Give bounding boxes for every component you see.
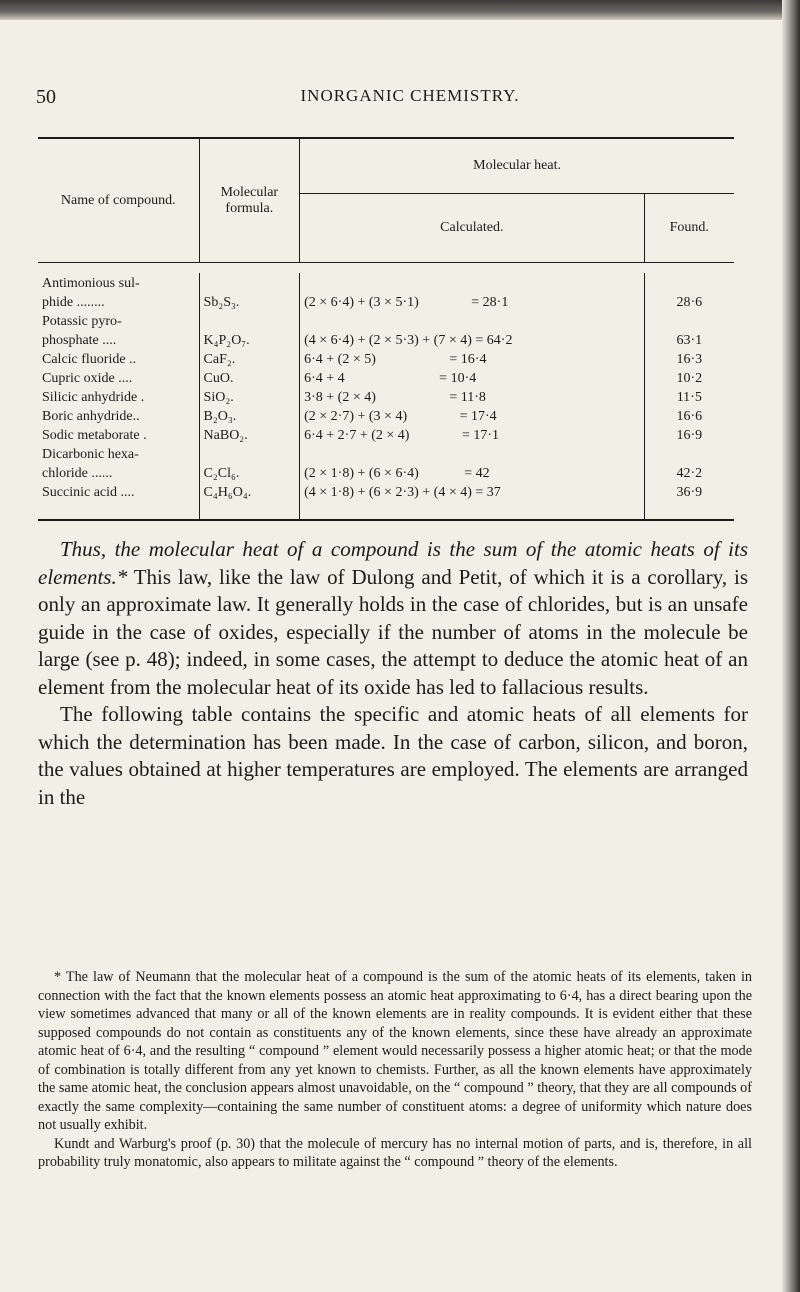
cell-formula: K₄P₂O₇. <box>199 330 300 349</box>
table-row <box>38 273 734 292</box>
cell-name: Boric anhydride.. <box>42 409 140 424</box>
cell-name: phide ........ <box>42 295 105 310</box>
law-statement: Thus, the molecular heat of a compound is the sum of the atomic heats of its elements.* This law, like the law of Dulong and Petit, of which it is a corollary, is only an approximate law. It generally holds in the case of chlorides, but is an unsafe guide in the case of oxides, especially if the number of atoms in the molecule be large (see p. 48); indeed, in some cases, the attempt to deduce the atomic heat of an element from the molecular heat of its oxide has led to fallacious results. <box>38 537 748 699</box>
cell-name: chloride ...... <box>42 466 113 481</box>
scan-right-edge <box>782 0 800 1292</box>
cell-formula: C₂Cl₆. <box>199 463 300 482</box>
table-row <box>38 463 734 482</box>
cell-formula <box>199 444 300 463</box>
table-row <box>38 387 734 406</box>
cell-name: Antimonious sul- <box>42 276 140 291</box>
scan-top-edge <box>0 0 800 20</box>
cell-found: 36·9 <box>644 482 734 501</box>
cell-formula: C₄H₆O₄. <box>199 482 300 501</box>
cell-found: 42·2 <box>644 463 734 482</box>
cell-found <box>644 444 734 463</box>
table-body <box>38 263 734 521</box>
cell-name: Succinic acid .... <box>42 485 135 500</box>
header-formula: Molecular formula. <box>199 138 300 263</box>
cell-found: 28·6 <box>644 292 734 311</box>
cell-formula: Sb₂S₃. <box>199 292 300 311</box>
header-molecular-heat: Molecular heat. <box>300 138 734 194</box>
cell-found: 11·5 <box>644 387 734 406</box>
table-row <box>38 406 734 425</box>
table-row <box>38 311 734 330</box>
italic-law-statement: Thus, the molecular heat of a compound is the sum of the atomic heats of its elements.* <box>38 537 748 589</box>
cell-found <box>644 273 734 292</box>
cell-calculated: (4 × 1·8) + (6 × 2·3) + (4 × 4) = 37 <box>300 482 644 501</box>
cell-formula: CuO. <box>199 368 300 387</box>
footnote-kundt-warburg: Kundt and Warburg's proof (p. 30) that the molecule of mercury has no internal motion of parts, and is, therefore, in all probability truly monatomic, also appears to militate against the “ compound ” theory of the elements. <box>38 1135 752 1170</box>
cell-formula: SiO₂. <box>199 387 300 406</box>
cell-calculated: 6·4 + (2 × 5) = 16·4 <box>300 349 644 368</box>
cell-name: Potassic pyro- <box>42 314 122 329</box>
cell-name: Calcic fluoride .. <box>42 352 137 367</box>
paragraph-molecular-heat-law <box>38 536 748 701</box>
table-row <box>38 444 734 463</box>
cell-name: Cupric oxide .... <box>42 371 133 386</box>
header-calculated: Calculated. <box>300 194 644 263</box>
cell-calculated: (2 × 1·8) + (6 × 6·4) = 42 <box>300 463 644 482</box>
cell-calculated <box>300 444 644 463</box>
cell-formula: CaF₂. <box>199 349 300 368</box>
header-name: Name of compound. <box>38 138 199 263</box>
footnote-neumann: * The law of Neumann that the molecular heat of a compound is the sum of the atomic heats of its elements, taken in connection with the fact that the known elements possess an atomic heat approximating to 6·4, has a direct bearing upon the view sometimes advanced that many or all of the known elements are in reality compounds. It is evident either that these supposed compounds do not contain as constituents any of the known elements, since these have already an approximate atomic heat of 6·4, and the resulting “ compound ” element would necessarily possess a higher atomic heat; or that the mode of combination is totally different from any yet known to chemists. Further, as all the known elements have approximately the same atomic heat, the conclusion appears almost unavoidable, on the “ compound ” theory, that they are all compounds of exactly the same complexity—containing the same number of constituent atoms: a degree of uniformity which nature does not usually exhibit. <box>38 969 752 1133</box>
body-text <box>38 536 748 811</box>
cell-found: 16·9 <box>644 425 734 444</box>
cell-calculated <box>300 311 644 330</box>
page-number: 50 <box>36 86 56 108</box>
table-row <box>38 292 734 311</box>
cell-found <box>644 311 734 330</box>
cell-name: Dicarbonic hexa- <box>42 447 139 462</box>
cell-name: Sodic metaborate . <box>42 428 147 443</box>
cell-name: Silicic anhydride . <box>42 390 145 405</box>
cell-formula <box>199 311 300 330</box>
cell-formula: B₂O₃. <box>199 406 300 425</box>
running-head: INORGANIC CHEMISTRY. <box>300 86 520 105</box>
cell-found: 16·6 <box>644 406 734 425</box>
table-row <box>38 482 734 501</box>
cell-calculated: 6·4 + 4 = 10·4 <box>300 368 644 387</box>
cell-calculated: (2 × 6·4) + (3 × 5·1) = 28·1 <box>300 292 644 311</box>
header-found: Found. <box>644 194 734 263</box>
table-row <box>38 368 734 387</box>
cell-calculated: (4 × 6·4) + (2 × 5·3) + (7 × 4) = 64·2 <box>300 330 644 349</box>
molecular-heat-table <box>38 137 734 520</box>
cell-calculated <box>300 273 644 292</box>
cell-calculated: (2 × 2·7) + (3 × 4) = 17·4 <box>300 406 644 425</box>
cell-found: 16·3 <box>644 349 734 368</box>
paragraph-following-table: The following table contains the specific and atomic heats of all elements for which the determination has been made. In the case of carbon, silicon, and boron, the values obtained at higher temperatures are employed. The elements are arranged in the <box>38 702 748 809</box>
table-row <box>38 349 734 368</box>
table-row <box>38 425 734 444</box>
table-bottom-rule <box>38 519 734 521</box>
cell-calculated: 3·8 + (2 × 4) = 11·8 <box>300 387 644 406</box>
cell-name: phosphate .... <box>42 333 117 348</box>
cell-found: 10·2 <box>644 368 734 387</box>
footnote <box>38 968 752 1172</box>
cell-formula <box>199 273 300 292</box>
cell-formula: NaBO₂. <box>199 425 300 444</box>
cell-calculated: 6·4 + 2·7 + (2 × 4) = 17·1 <box>300 425 644 444</box>
cell-found: 63·1 <box>644 330 734 349</box>
table-row <box>38 330 734 349</box>
